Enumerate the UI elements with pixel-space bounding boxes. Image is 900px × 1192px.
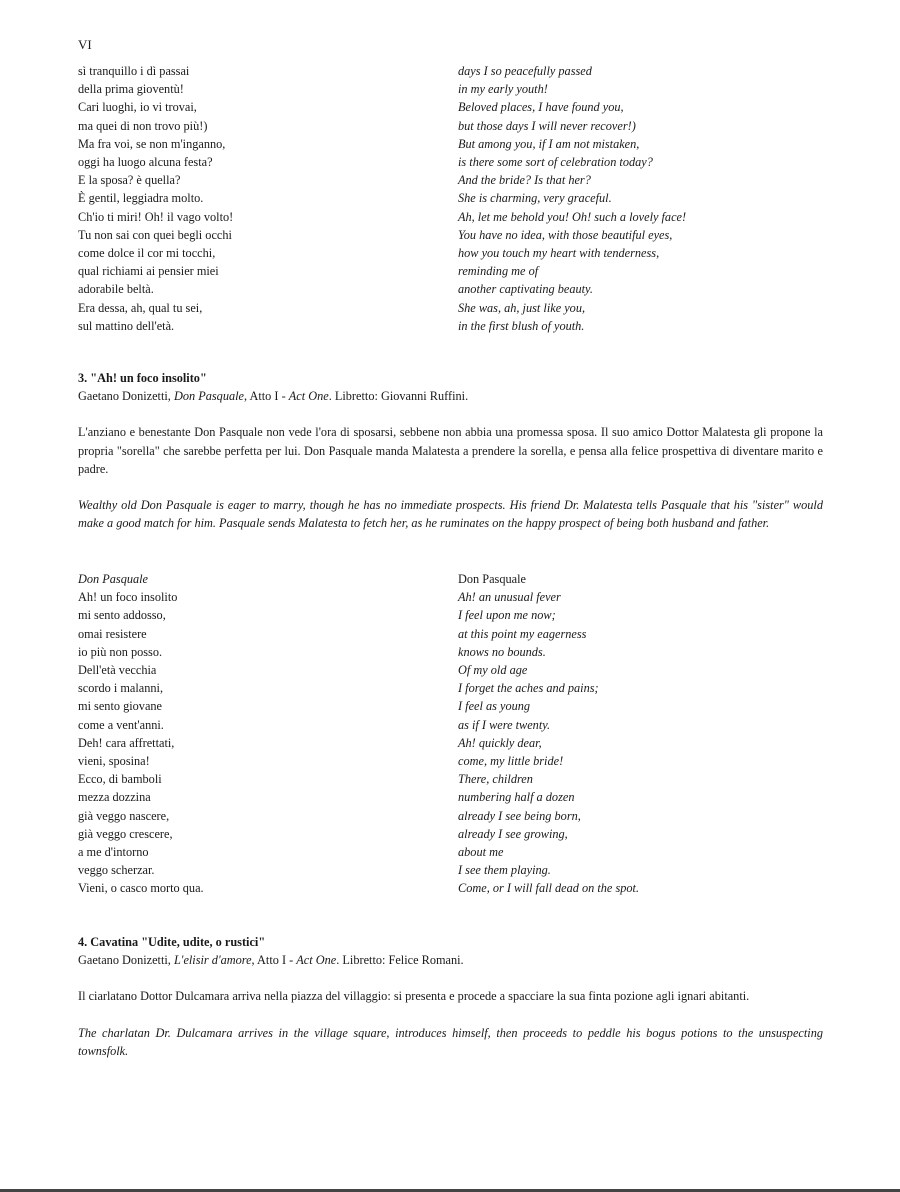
verse-line: another captivating beauty.: [458, 282, 593, 297]
act-label: , Atto I -: [244, 389, 289, 404]
section-4: [78, 933, 823, 1060]
verse-line: scordo i malanni,: [78, 681, 164, 696]
summary-english: The charlatan Dr. Dulcamara arrives in the village square, introduces himself, then proceeds to peddle his bogus potions to the unsuspecting townsfolk.: [78, 1025, 823, 1058]
verse-line: Tu non sai con quei begli occhi: [78, 227, 232, 242]
verse-line: Deh! cara affrettati,: [78, 735, 175, 750]
verse-line: I feel as young: [458, 699, 531, 714]
verse-line: about me: [458, 845, 504, 860]
character-name: Don Pasquale: [78, 572, 149, 586]
page-number: VI: [78, 37, 92, 52]
verse-line: Ch'io ti miri! Oh! il vago volto!: [78, 209, 234, 224]
librettist: . Libretto: Giovanni Ruffini.: [328, 389, 469, 404]
verse-line: adorabile beltà.: [78, 282, 154, 297]
verse-line: but those days I will never recover!): [458, 118, 636, 133]
verse-line: already I see growing,: [458, 826, 568, 841]
verse-line: omai resistere: [78, 626, 147, 641]
opera-title: Don Pasquale: [173, 389, 244, 404]
verse-line: I see them playing.: [458, 863, 551, 878]
verse-line: della prima gioventù!: [78, 82, 184, 97]
verse-line: Ah, let me behold you! Oh! such a lovely face!: [458, 209, 687, 224]
italian-text-column: [78, 570, 458, 898]
verse-line: vieni, sposina!: [78, 754, 150, 769]
verse-line: is there some sort of celebration today?: [458, 155, 653, 170]
verse-line: numbering half a dozen: [458, 790, 575, 805]
verse-line: And the bride? Is that her?: [458, 173, 591, 188]
verse-line: già veggo crescere,: [78, 826, 173, 841]
verse-line: E la sposa? è quella?: [78, 173, 181, 188]
verse-line: But among you, if I am not mistaken,: [458, 136, 640, 151]
verse-line: in the first blush of youth.: [458, 318, 585, 333]
verse-line: Ah! un foco insolito: [78, 590, 178, 605]
verse-line: come a vent'anni.: [78, 717, 164, 732]
verse-line: knows no bounds.: [458, 644, 546, 659]
verse-line: already I see being born,: [458, 808, 581, 823]
credits-line: [78, 951, 823, 969]
verse-line: oggi ha luogo alcuna festa?: [78, 155, 213, 170]
verse-line: I feel upon me now;: [458, 608, 556, 623]
composer: Gaetano Donizetti,: [78, 953, 171, 968]
verse-line: mezza dozzina: [78, 790, 151, 805]
act-label-en: Act One: [296, 953, 337, 968]
section-title: 4. Cavatina "Udite, udite, o rustici": [78, 935, 266, 949]
composer: Gaetano Donizetti,: [78, 389, 171, 404]
verse-line: come dolce il cor mi tocchi,: [78, 246, 216, 261]
verse-line: qual richiami ai pensier miei: [78, 264, 219, 279]
verse-line: Cari luoghi, io vi trovai,: [78, 100, 197, 115]
verse-line: mi sento giovane: [78, 699, 163, 714]
english-text-column: [458, 62, 838, 335]
italian-text-column: [78, 62, 458, 335]
verse-line: a me d'intorno: [78, 845, 149, 860]
verse-line: già veggo nascere,: [78, 808, 170, 823]
verse-line: Vieni, o casco morto qua.: [78, 881, 204, 896]
verse-line: veggo scherzar.: [78, 863, 155, 878]
verse-line: ma quei di non trovo più!): [78, 118, 208, 133]
verse-line: in my early youth!: [458, 82, 548, 97]
summary-italian: L'anziano e benestante Don Pasquale non vede l'ora di sposarsi, sebbene non abbia una promessa sposa. Il suo amico Dottor Malatesta gli propone la propria "sorella" che sarebbe perfetta per lui. Don Pasquale manda Malatesta a prendere la sorella, e pensa alla felice prospettiva di diventare marito e padre.: [78, 425, 823, 476]
verse-line: reminding me of: [458, 264, 539, 279]
verse-line: There, children: [458, 772, 533, 787]
verse-line: I forget the aches and pains;: [458, 681, 599, 696]
verse-line: Ah! an unusual fever: [458, 590, 561, 605]
opera-title: L'elisir d'amore: [173, 953, 252, 968]
verse-line: Era dessa, ah, qual tu sei,: [78, 300, 203, 315]
verse-line: io più non posso.: [78, 644, 163, 659]
character-name: Don Pasquale: [458, 572, 526, 586]
verse-line: Come, or I will fall dead on the spot.: [458, 881, 640, 896]
verse-line: how you touch my heart with tenderness,: [458, 246, 660, 261]
verse-line: È gentil, leggiadra molto.: [78, 191, 204, 206]
english-text-column: [458, 570, 838, 898]
verse-line: days I so peacefully passed: [458, 64, 592, 78]
verse-line: Beloved places, I have found you,: [458, 100, 624, 115]
summary-english: Wealthy old Don Pasquale is eager to marry, though he has no immediate prospects. His friend Dr. Malatesta tells Pasquale that his "sister" would make a good match for him. Pasquale sends Malatesta to fetch her, as he ruminates on the happy prospect of being both husband and father.: [78, 498, 823, 531]
credits-line: [78, 387, 823, 405]
verse-line: Dell'età vecchia: [78, 663, 157, 678]
libretto-block-2: [78, 570, 838, 898]
verse-line: She is charming, very graceful.: [458, 191, 612, 206]
verse-line: come, my little bride!: [458, 754, 564, 769]
verse-line: sul mattino dell'età.: [78, 318, 175, 333]
verse-line: Ma fra voi, se non m'inganno,: [78, 136, 226, 151]
verse-line: mi sento addosso,: [78, 608, 166, 623]
verse-line: Ah! quickly dear,: [458, 735, 542, 750]
libretto-block-1: [78, 62, 838, 335]
verse-line: as if I were twenty.: [458, 717, 551, 732]
verse-line: sì tranquillo i dì passai: [78, 64, 190, 78]
section-title: 3. "Ah! un foco insolito": [78, 371, 207, 385]
section-3: [78, 369, 823, 532]
verse-line: at this point my eagerness: [458, 626, 587, 641]
act-label-en: Act One: [288, 389, 329, 404]
verse-line: You have no idea, with those beautiful eyes,: [458, 227, 673, 242]
verse-line: She was, ah, just like you,: [458, 300, 586, 315]
librettist: . Libretto: Felice Romani.: [336, 953, 464, 968]
verse-line: Ecco, di bamboli: [78, 772, 162, 787]
verse-line: Of my old age: [458, 663, 528, 678]
summary-italian: Il ciarlatano Dottor Dulcamara arriva nella piazza del villaggio: si presenta e procede a spacciare la sua finta pozione agli ignari abitanti.: [78, 989, 750, 1004]
act-label: , Atto I -: [251, 953, 297, 968]
